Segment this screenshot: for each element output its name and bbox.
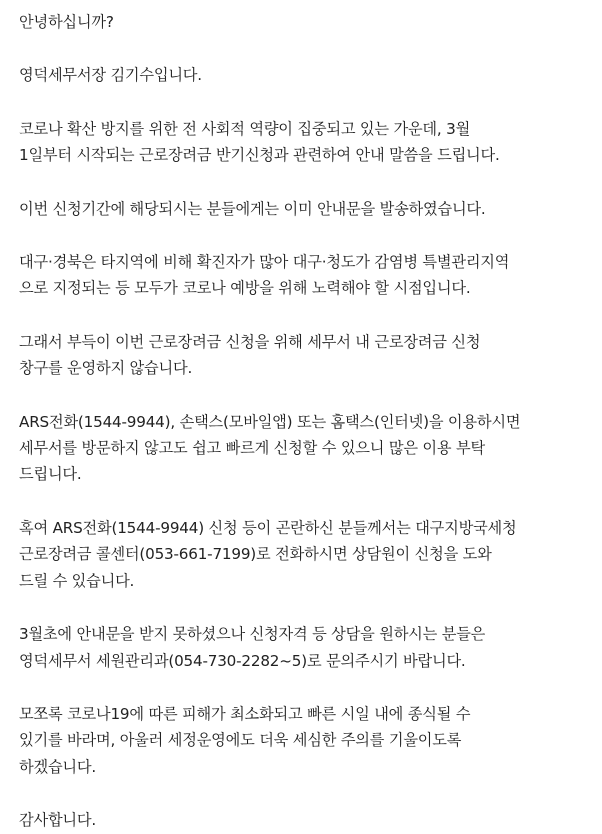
text-line: 으로 지정되는 등 모두가 코로나 예방을 위해 노력해야 할 시점입니다.: [19, 279, 471, 298]
text-line: 영덕세무서 세원관리과(054-730-2282~5)로 문의주시기 바랍니다.: [19, 651, 466, 670]
purpose-paragraph: [19, 116, 602, 169]
introduction-paragraph: [19, 62, 602, 88]
call-center-paragraph: [19, 515, 602, 594]
text-line: 영덕세무서장 김기수입니다.: [19, 66, 202, 85]
text-line: ARS전화(1544-9944), 손택스(모바일앱) 또는 홈택스(인터넷)을 이용하시면: [19, 412, 521, 431]
text-line: 대구·경북은 타지역에 비해 확진자가 많아 대구·청도가 감염병 특별관리지역: [19, 253, 510, 272]
text-line: 세무서를 방문하지 않고도 쉽고 빠르게 신청할 수 있으니 많은 이용 부탁: [19, 439, 485, 458]
text-line: 감사합니다.: [19, 811, 96, 830]
notice-sent-paragraph: [19, 196, 602, 222]
text-line: 드릴 수 있습니다.: [19, 571, 135, 590]
text-line: 3월초에 안내문을 받지 못하셨으나 신청자격 등 상담을 원하시는 분들은: [19, 625, 486, 644]
counter-closed-paragraph: [19, 329, 602, 382]
text-line: 드립니다.: [19, 465, 82, 484]
text-line: 모쪼록 코로나19에 따른 피해가 최소화되고 빠른 시일 내에 종식될 수: [19, 704, 471, 723]
thanks-paragraph: [19, 807, 602, 833]
text-line: 코로나 확산 방지를 위한 전 사회적 역량이 집중되고 있는 가운데, 3월: [19, 119, 471, 138]
inquiry-paragraph: [19, 621, 602, 674]
closing-wish-paragraph: [19, 701, 602, 780]
application-methods-paragraph: [19, 409, 602, 488]
greeting-paragraph: [19, 9, 602, 35]
text-line: 혹여 ARS전화(1544-9944) 신청 등이 곤란하신 분들께서는 대구지방국세청: [19, 518, 517, 537]
text-line: 안녕하십니까?: [19, 13, 114, 31]
text-line: 근로장려금 콜센터(053-661-7199)로 전화하시면 상담원이 신청을 도와: [19, 545, 492, 564]
text-line: 하겠습니다.: [19, 757, 96, 776]
text-line: 창구를 운영하지 않습니다.: [19, 359, 193, 378]
situation-paragraph: [19, 249, 602, 302]
text-line: 이번 신청기간에 해당되시는 분들에게는 이미 안내문을 발송하였습니다.: [19, 199, 486, 218]
text-line: 그래서 부득이 이번 근로장려금 신청을 위해 세무서 내 근로장려금 신청: [19, 332, 481, 351]
text-line: 있기를 바라며, 아울러 세정운영에도 더욱 세심한 주의를 기울이도록: [19, 731, 462, 750]
text-line: 1일부터 시작되는 근로장려금 반기신청과 관련하여 안내 말씀을 드립니다.: [19, 146, 500, 165]
